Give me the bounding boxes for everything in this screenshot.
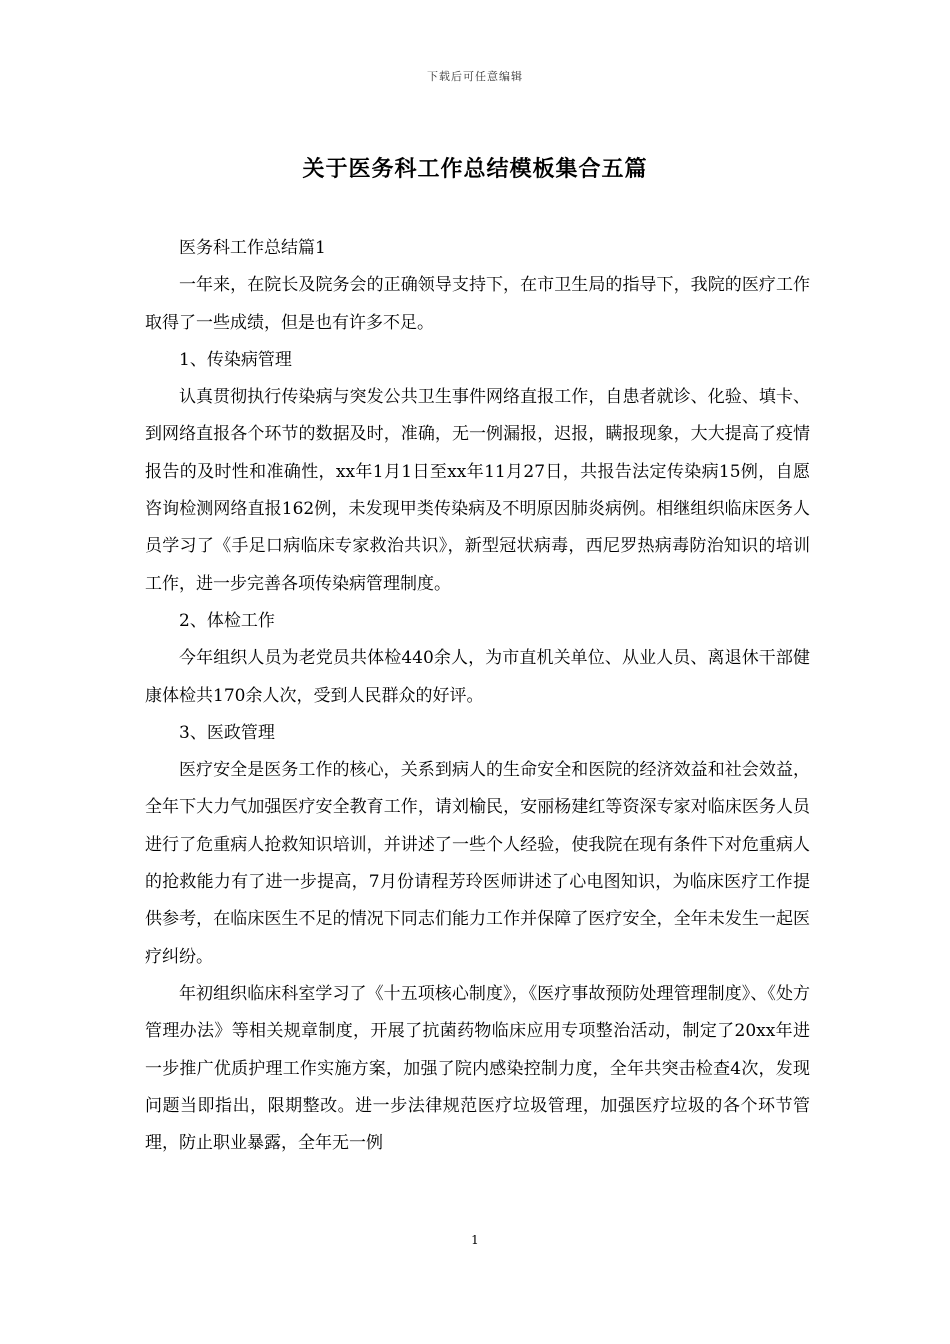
section-heading: 2、体检工作 — [179, 610, 275, 631]
body-paragraph: 认真贯彻执行传染病与突发公共卫生事件网络直报工作，自患者就诊、化验、填卡、到网络直报各个环节的数据及时，准确，无一例漏报，迟报，瞒报现象，大大提高了疫情报告的及时性和准确性，xx年1月1日至xx年11月27日，共报告法定传染病15例，自愿咨询检测网络直报162例，未发现甲类传染病及不明原因肺炎病例。相继组织临床医务人员学习了《手足口病临床专家救治共识》，新型冠状病毒，西尼罗热病毒防治知识的培训工作，进一步完善各项传染病管理制度。 — [145, 387, 810, 594]
body-paragraph: 一年来，在院长及院务会的正确领导支持下，在市卫生局的指导下，我院的医疗工作取得了一些成绩，但是也有许多不足。 — [145, 275, 810, 333]
body-paragraph: 医疗安全是医务工作的核心，关系到病人的生命安全和医院的经济效益和社会效益，全年下大力气加强医疗安全教育工作，请刘榆民，安丽杨建红等资深专家对临床医务人员进行了危重病人抢救知识培训，并讲述了一些个人经验，使我院在现有条件下对危重病人的抢救能力有了进一步提高，7月份请程芳玲医师讲述了心电图知识，为临床医疗工作提供参考，在临床医生不足的情况下同志们能力工作并保障了医疗安全，全年未发生一起医疗纠纷。 — [145, 760, 810, 967]
body-paragraph: 年初组织临床科室学习了《十五项核心制度》，《医疗事故预防处理管理制度》、《处方管理办法》等相关规章制度，开展了抗菌药物临床应用专项整治活动，制定了20xx年进一步推广优质护理工作实施方案，加强了院内感染控制力度，全年共突击检查4次，发现问题当即指出，限期整改。进一步法律规范医疗垃圾管理，加强医疗垃圾的各个环节管理，防止职业暴露，全年无一例 — [145, 983, 810, 1154]
page-number: 1 — [471, 1233, 479, 1247]
section-heading: 3、医政管理 — [179, 722, 275, 743]
document-title: 关于医务科工作总结模板集合五篇 — [302, 157, 648, 182]
section-heading: 医务科工作总结篇1 — [179, 238, 326, 258]
section-heading: 1、传染病管理 — [179, 349, 292, 370]
page-header-note: 下载后可任意编辑 — [427, 70, 523, 83]
document-body — [145, 230, 810, 1162]
body-paragraph: 今年组织人员为老党员共体检440余人，为市直机关单位、从业人员、离退休干部健康体检共170余人次，受到人民群众的好评。 — [145, 648, 810, 706]
